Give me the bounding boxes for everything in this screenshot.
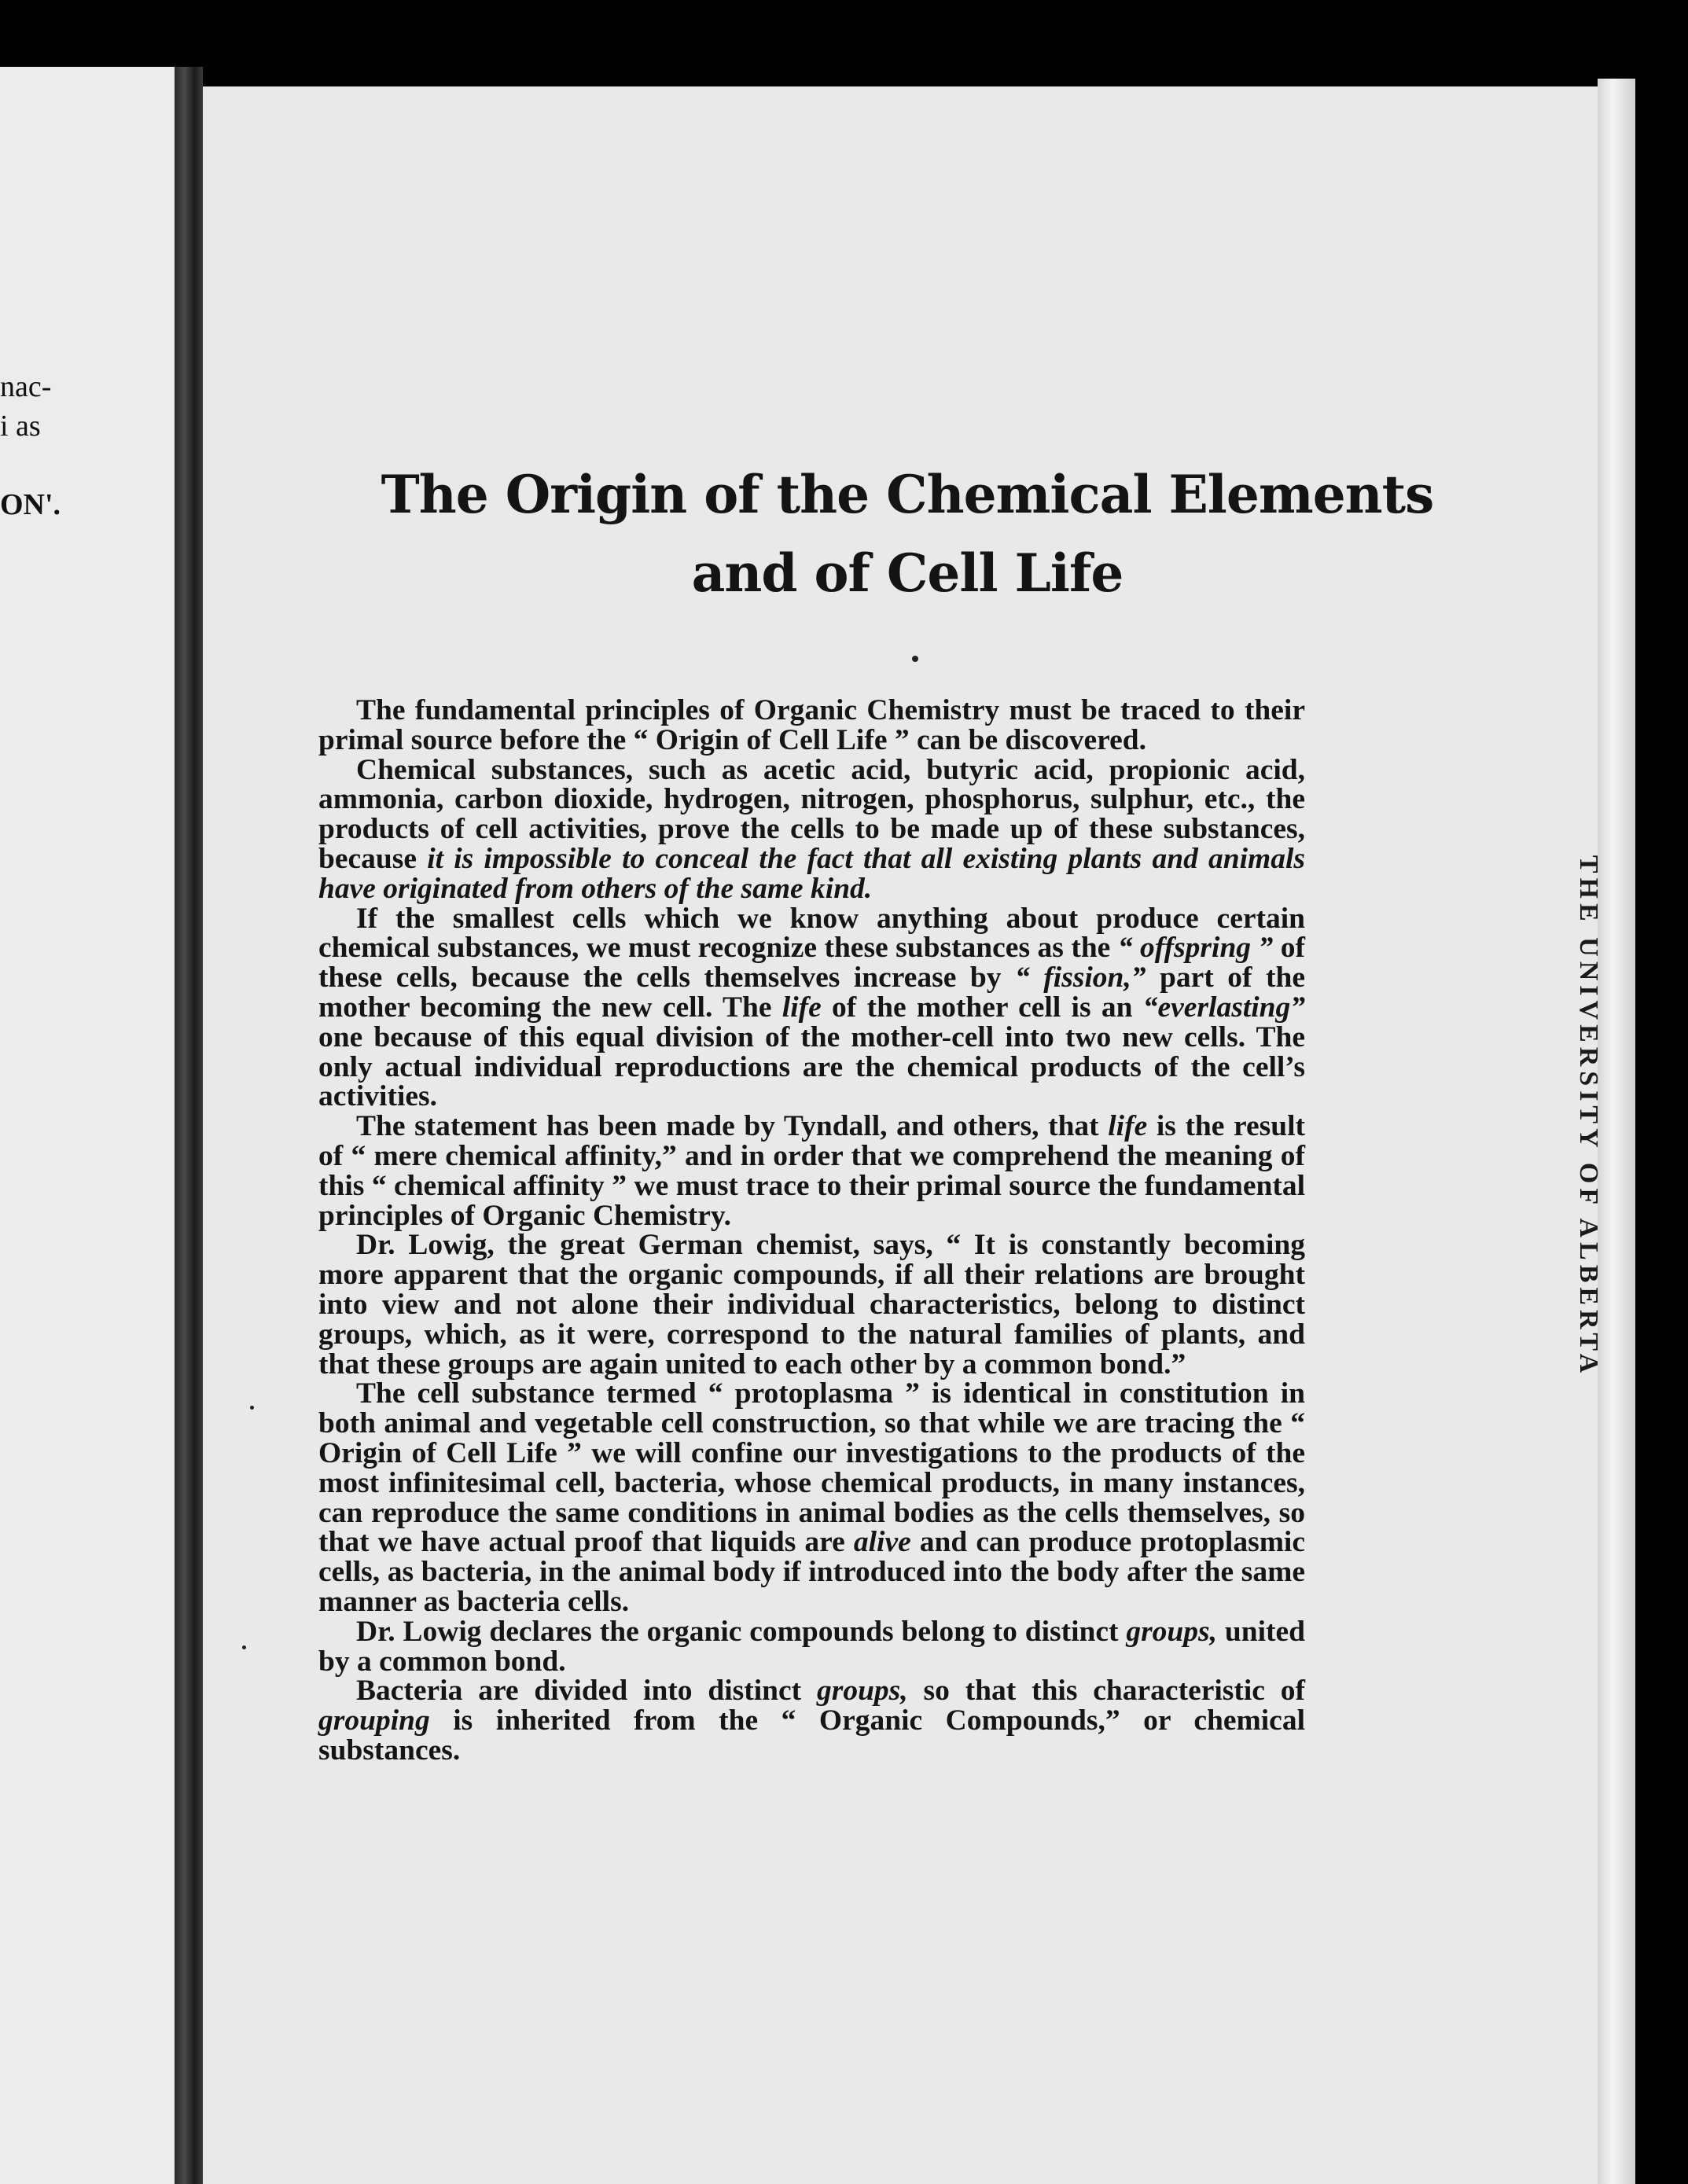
text-run: of the mother cell is an <box>821 991 1143 1024</box>
page-title-line-1: The Origin of the Chemical Elements <box>381 464 1434 525</box>
italic-run: alive <box>853 1526 911 1559</box>
italic-run: groups, <box>1126 1615 1218 1648</box>
text-run: Dr. Lowig declares the organic compounds belong to distinct <box>356 1615 1127 1648</box>
text-run: is the result of “ mere chemical affinity,” and in order that we comprehend the meaning of this “ chemical affinity ” we must trace to their primal source the fundamental principles of Organic Chemistry. <box>318 1110 1305 1232</box>
paragraph <box>318 1617 1305 1677</box>
paragraph <box>318 1230 1305 1379</box>
facing-page-fragment: i as <box>0 410 41 443</box>
library-stamp <box>1565 802 1612 1431</box>
text-run: Bacteria are divided into distinct <box>356 1675 817 1708</box>
text-run: of these cells, because the cells themselves increase by <box>318 932 1305 995</box>
italic-run: “everlasting” <box>1142 991 1305 1024</box>
ornament-dot <box>912 656 918 662</box>
text-run: The statement has been made by Tyndall, and others, that <box>356 1110 1109 1143</box>
library-stamp-text: THE UNIVERSITY OF ALBERTA <box>1574 855 1603 1378</box>
italic-run: groups, <box>816 1675 908 1708</box>
paragraph <box>318 1112 1305 1230</box>
text-run: Chemical substances, such as acetic acid, butyric acid, propionic acid, ammonia, carbon dioxide, hydrogen, nitrogen, phosphorus, sulphur, etc., the products of cell activities, prove the cells to be made up of these substances, because <box>318 753 1305 875</box>
text-run: so that this characteristic of <box>907 1675 1305 1708</box>
paragraph <box>318 904 1305 1112</box>
text-run: one because of this equal division of the mother-cell into two new cells. The only actual individual reproductions are the chemical products of the cell’s activities. <box>318 1020 1305 1113</box>
paragraph <box>318 753 1305 905</box>
facing-page-fragment: ON'. <box>0 488 61 521</box>
paragraph <box>318 696 1305 756</box>
italic-run: “ fission,” <box>1015 961 1146 995</box>
text-run: The cell substance termed “ protoplasma ” is identical in constitution in both animal and vegetable cell construction, so that while we are tracing the “ Origin of Cell Life ” we will confine our investigations to the products of the most infinitesimal cell, bacteria, whose chemical products, in many instances, can reproduce the same conditions in animal bodies as the cells themselves, so that we have actual proof that liquids are <box>318 1377 1305 1559</box>
margin-speck <box>250 1406 254 1410</box>
italic-run: “ offspring ” <box>1117 932 1274 965</box>
italic-run: life <box>1108 1110 1148 1143</box>
text-run: is inherited from the “ Organic Compounds,” or chemical substances. <box>318 1704 1305 1767</box>
body-text <box>318 696 1305 1766</box>
book-gutter <box>175 67 203 2184</box>
text-run: and can produce protoplasmic cells, as bacteria, in the animal body if introduced into the body after the same manner as bacteria cells. <box>318 1526 1305 1618</box>
page-title-line-2: and of Cell Life <box>691 542 1123 604</box>
text-run: united by a common bond. <box>318 1615 1305 1678</box>
margin-speck <box>242 1645 246 1649</box>
italic-run: it is impossible to conceal the fact that all existing plants and animals have originated from others of the same kind. <box>318 842 1305 905</box>
facing-page-fragment: nac- <box>0 370 52 403</box>
paragraph <box>318 1676 1305 1765</box>
text-run: part of the mother becoming the new cell. The <box>318 961 1305 1024</box>
text-run: The fundamental principles of Organic Chemistry must be traced to their primal source before the “ Origin of Cell Life ” can be discovered. <box>318 694 1305 756</box>
text-run: If the smallest cells which we know anything about produce certain chemical substances, we must recognize these substances as the <box>318 902 1305 965</box>
paragraph <box>318 1379 1305 1616</box>
text-run: Dr. Lowig, the great German chemist, says, “ It is constantly becoming more apparent that the organic compounds, if all their relations are brought into view and not alone their individual characteristics, belong to distinct groups, which, as it were, correspond to the natural families of plants, and that these groups are again united to each other by a common bond.” <box>318 1229 1305 1381</box>
italic-run: life <box>781 991 822 1024</box>
italic-run: grouping <box>318 1704 430 1737</box>
